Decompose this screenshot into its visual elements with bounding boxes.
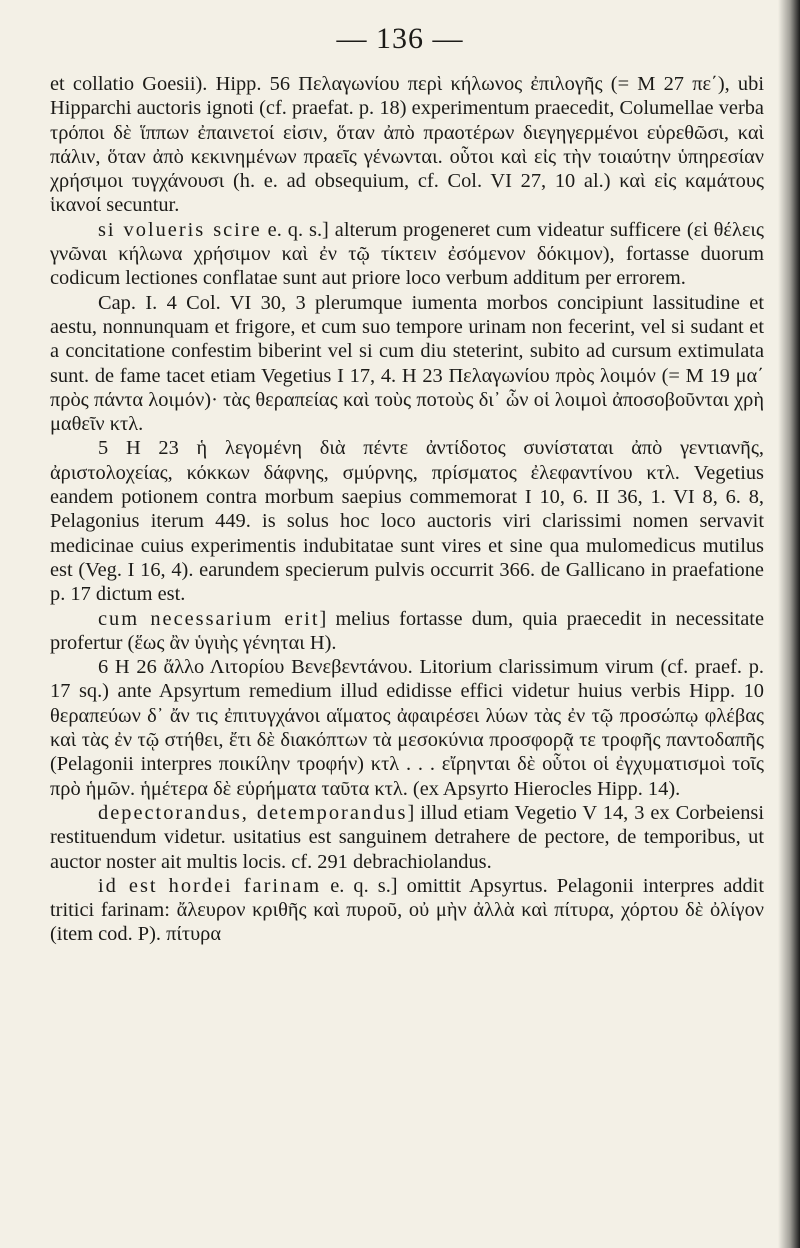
paragraph-1 xyxy=(50,72,764,218)
paragraph-7 xyxy=(50,801,764,874)
paragraph-text: 6 H 26 ἄλλο Λιτορίου Βενεβεντάνου. Litorium clarissimum virum (cf. praef. p. 17 sq.) ante Apsyrtum remedium illud edidisse effici videtur huius verbis Hipp. 10 θεραπεύων δ᾽ ἄν τις ἐπιτυγχάνοι αἵματος ἀφαιρέσει λύων τὰς ἐν τῷ προσώπῳ φλέβας καὶ τὰς ἐν τῷ στήθει, ἔτι δὲ διακόπτων τὰ μεσοκύνια προσφορᾷ τε τροφῆς παντοδαπῆς (Pelagonii interpres ποικίλην τροφήν) κτλ . . . εἴρηνται δὲ οὗτοι οἱ ἐγχυματισμοὶ τοῖς πρὸ ἡμῶν. ἡμέτερα δὲ εὑρήματα ταῦτα κτλ. (ex Apsyrto Hierocles Hipp. 14). xyxy=(50,656,764,800)
paragraph-text: e. q. s.] omittit Apsyrtus. Pelagonii interpres addit tritici farinam: ἄλευρον κριθῆς καὶ πυροῦ, οὐ μὴν ἀλλὰ καὶ πίτυρα, χόρτου δὲ ὀλίγον (item cod. P). πίτυρα xyxy=(50,874,764,946)
lemma: si volueris scire xyxy=(98,218,262,241)
page-body xyxy=(50,72,764,947)
paragraph-text: 5 H 23 ἡ λεγομένη διὰ πέντε ἀντίδοτος συνίσταται ἀπὸ γεντιανῆς, ἀριστολοχείας, κόκκων δάφνης, σμύρνης, πρίσματος ἐλεφαντίνου κτλ. Vegetius eandem potionem contra morbum saepius commemorat I 10, 6. II 36, 1. VI 8, 6. 8, Pelagonius iterum 449. is solus hoc loco auctoris viri clarissimi nomen servavit medicinae cuius experimentis indubitatae sunt vires et sine qua mulomedicus mutilus est (Veg. I 16, 4). earundem specierum pulvis occurrit 366. de Gallicano in praefatione p. 17 dictum est. xyxy=(50,437,764,606)
paragraph-3 xyxy=(50,291,764,437)
paragraph-2 xyxy=(50,218,764,291)
paragraph-5 xyxy=(50,607,764,656)
book-spine-shadow xyxy=(778,0,800,1248)
page-number: — 136 — xyxy=(336,22,464,55)
paragraph-8 xyxy=(50,874,764,947)
paragraph-text: ] illud etiam Vegetio V 14, 3 ex Corbeiensi restituendum videtur. usitatius est sanguinem detrahere de pectore, de temporibus, ut auctor noster ait multis locis. cf. 291 debrachiolandus. xyxy=(50,801,764,873)
paragraph-text: Cap. I. 4 Col. VI 30, 3 plerumque iumenta morbos concipiunt lassitudine et aestu, nonnunquam et frigore, et cum suo tempore urinam non fecerint, vel si sudant et a concitatione confestim biberint vel si cum diu steterint, subito ad cursum extimulata sunt. de fame tacet etiam Vegetius I 17, 4. H 23 Πελαγωνίου πρὸς λοιμόν (= M 19 μα΄ πρὸς πάντα λοιμόν)· τὰς θεραπείας καὶ τοὺς ποτοὺς δι᾽ ὧν οἱ λοιμοὶ ἀποσοβοῦνται χρὴ μαθεῖν κτλ. xyxy=(50,291,764,436)
paragraph-4 xyxy=(50,436,764,606)
paragraph-text: e. q. s.] alterum progeneret cum videatur sufficere (εἰ θέλεις γνῶναι κήλωνα χρήσιμον καὶ ἐν τῷ τίκτειν ἐσόμενον δόκιμον), fortasse duorum codicum lectiones conflatae sunt aut priore loco verbum additum per errorem. xyxy=(50,218,764,290)
lemma: id est hordei farinam xyxy=(98,874,322,897)
paragraph-6 xyxy=(50,655,764,801)
lemma: depectorandus, detemporandus xyxy=(98,801,408,824)
paragraph-text: et collatio Goesii). Hipp. 56 Πελαγωνίου περὶ κήλωνος ἐπιλογῆς (= M 27 πε΄), ubi Hipparchi auctoris ignoti (cf. praefat. p. 18) experimentum praecedit, Columellae verba τρόποι δὲ ἵππων ἐπαινετοί εἰσιν, ὅταν ἀπὸ πραοτέρων διεγηγερμένοι εὑρεθῶσι, καὶ πάλιν, ὅταν ἀπὸ κεκινημένων πραεῖς γένωνται. οὗτοι καὶ εἰς τὴν τοιαύτην ὑπηρεσίαν χρήσιμοι τυγχάνουσι (h. e. ad obsequium, cf. Col. VI 27, 10 al.) καὶ εἰς καμάτους ἱκανοί secuntur. xyxy=(50,73,764,217)
lemma: cum necessarium erit xyxy=(98,607,320,630)
paragraph-text: ] melius fortasse dum, quia praecedit in necessitate profertur (ἕως ἂν ὑγιὴς γένηται H). xyxy=(50,607,764,654)
